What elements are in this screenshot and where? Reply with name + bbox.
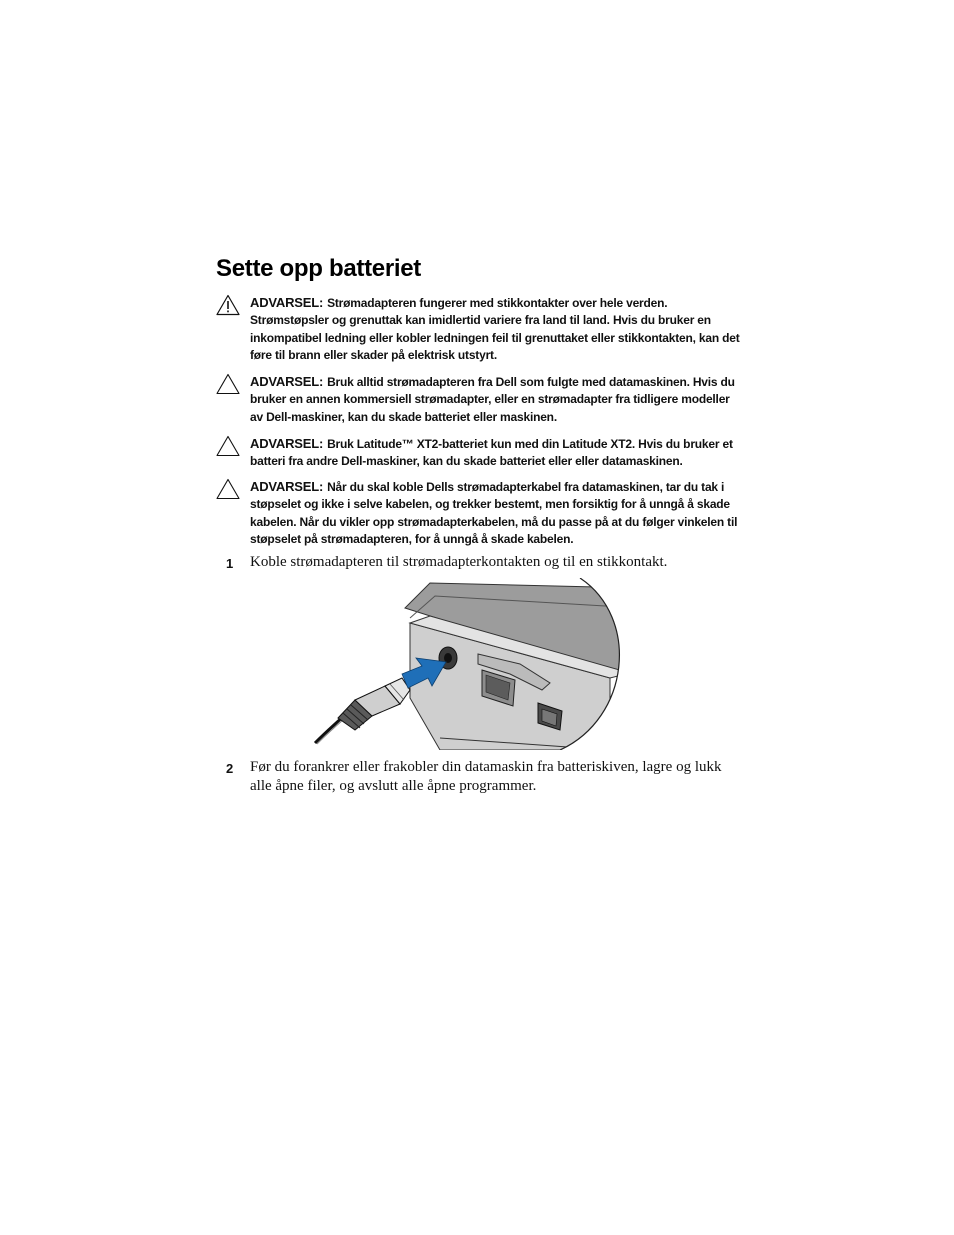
- step-1: [216, 553, 746, 572]
- step-number: 2: [226, 761, 234, 776]
- caution-triangle-icon: [216, 373, 240, 395]
- warning-label: ADVARSEL:: [250, 374, 324, 389]
- warning-block-1: [216, 294, 740, 365]
- warning-text: Når du skal koble Dells strømadapterkabel fra datamaskinen, tar du tak i støpselet og ikke i selve kabelen, og trekker bestemt, men forsiktig for å unngå å skade kabelen. Når du vikler opp strømadapterkabelen, må du passe på at du følger vinkelen til støpselet på strømadapteren, for å unngå å skade kabelen.: [250, 480, 738, 547]
- warning-text: Bruk Latitude™ XT2-batteriet kun med din Latitude XT2. Hvis du bruker et batteri fra andre Dell-maskiner, kan du skade batteriet eller eller datamaskinen.: [250, 437, 733, 469]
- adapter-plug: [315, 678, 410, 744]
- warning-label: ADVARSEL:: [250, 295, 324, 310]
- step-2: [216, 758, 746, 796]
- warning-text: Strømadapteren fungerer med stikkontakter over hele verden. Strømstøpsler og grenuttak kan imidlertid variere fra land til land. Hvis du bruker en inkompatibel ledning eller kobler ledningen feil til grenuttaket eller stikkontakten, kan det føre til brann eller skader på elektrisk utstyrt.: [250, 296, 740, 363]
- caution-triangle-icon: [216, 435, 240, 457]
- warning-label: ADVARSEL:: [250, 436, 324, 451]
- step-text: Før du forankrer eller frakobler din datamaskin fra batteriskiven, lagre og lukk alle åpne filer, og avslutt alle åpne programmer.: [250, 759, 722, 794]
- warning-block-2: [216, 373, 740, 426]
- caution-triangle-icon: [216, 478, 240, 500]
- warning-text: Bruk alltid strømadapteren fra Dell som fulgte med datamaskinen. Hvis du bruker en annen kommersiell strømadapter, eller en strømadapter fra tidligere modeller av Dell-maskiner, kan du skade batteriet eller maskinen.: [250, 375, 735, 424]
- warning-block-3: [216, 435, 740, 471]
- warning-block-4: [216, 478, 740, 549]
- power-adapter-illustration: [310, 578, 622, 750]
- step-number: 1: [226, 556, 234, 571]
- warning-label: ADVARSEL:: [250, 479, 324, 494]
- step-text: Koble strømadapteren til strømadapterkontakten og til en stikkontakt.: [250, 554, 668, 570]
- page-title: Sette opp batteriet: [216, 255, 421, 282]
- warning-triangle-icon: [216, 294, 240, 316]
